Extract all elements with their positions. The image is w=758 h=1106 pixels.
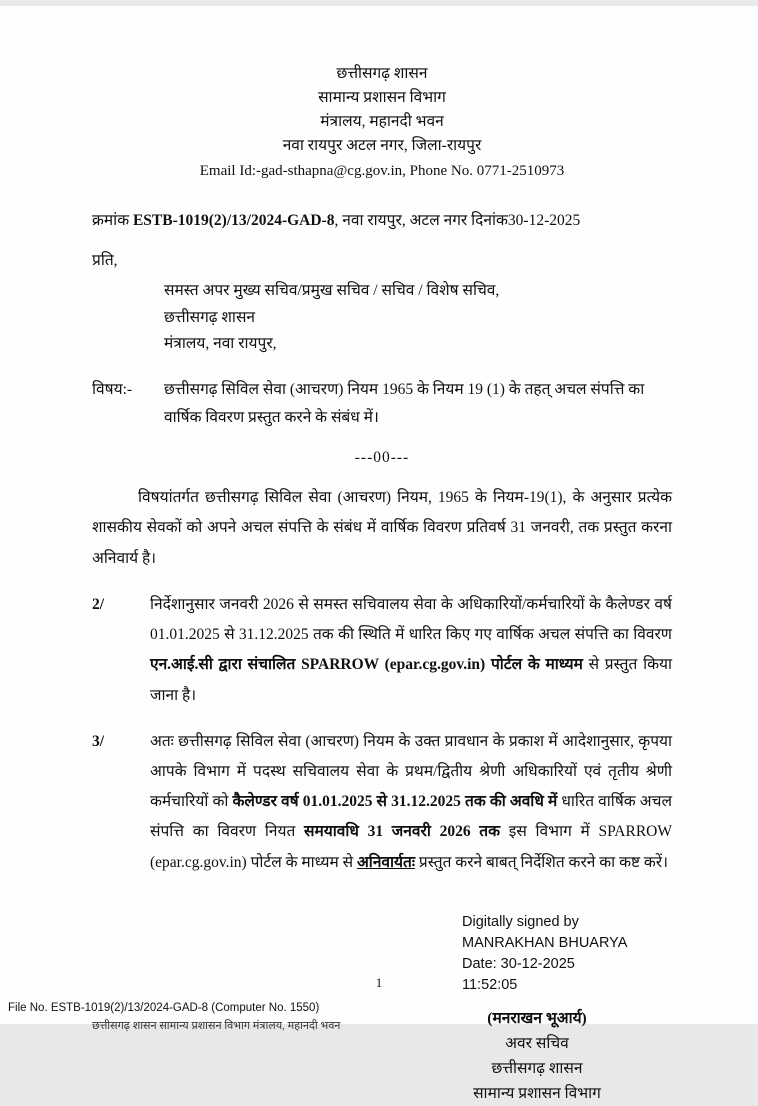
section-separator: ---00--- — [354, 449, 410, 467]
paragraph-3-text-e: इस विभाग में SPARROW (epar.cg.gov.in) पोर्टल के माध्यम से — [150, 823, 673, 871]
paragraph-3-text-c: धारित वार्षिक अचल संपत्ति का विवरण नियत — [150, 793, 672, 841]
subject-label: विषय:- — [92, 381, 133, 399]
next-page-preview: छत्तीसगढ़ शासन सामान्य प्रशासन विभाग मंत्रालय, महानदी भवन — [92, 1020, 341, 1032]
letterhead-contact: Email Id:-gad-sthapna@cg.gov.in, Phone No. 0771-2510973 — [199, 163, 565, 180]
paragraph-2-text-c: से प्रस्तुत किया जाना है। — [150, 656, 672, 704]
paragraph-3-text-a: अतः छत्तीसगढ़ सिविल सेवा (आचरण) नियम के उक्त प्रावधान के प्रकाश में आदेशानुसार, कृपया आपके विभाग में पदस्थ सचिवालय सेवा के प्रथम/द्वितीय श्रेणी अधिकारियों एवं तृतीय श्रेणी कर्मचारियों को — [150, 732, 672, 811]
letterhead — [92, 62, 672, 183]
to-label: प्रति, — [92, 252, 118, 270]
subject-text: छत्तीसगढ़ सिविल सेवा (आचरण) नियम 1965 के नियम 19 (1) के तहत् अचल संपत्ति का वार्षिक विवरण प्रस्तुत करने के संबंध में। — [164, 381, 645, 426]
digital-signature-line-1: Digitally signed by — [462, 913, 579, 930]
letterhead-line-2: सामान्य प्रशासन विभाग — [318, 89, 446, 107]
letterhead-line-1: छत्तीसगढ़ शासन — [336, 65, 428, 82]
signatory-designation-2: छत्तीसगढ़ शासन — [491, 1060, 583, 1078]
signatory-designation-1: अवर सचिव — [505, 1035, 569, 1053]
signatory-name: (मनराखन भूआर्य) — [487, 1009, 587, 1027]
paragraph-2-text-a: निर्देशानुसार जनवरी 2026 से समस्त सचिवालय सेवा के अधिकारियों/कर्मचारियों के कैलेण्डर वर्ष 01.01.2025 से 31.12.2025 तक की स्थिति में धारित किए गए वार्षिक अचल संपत्ति का विवरण — [150, 595, 672, 644]
paragraph-2 — [92, 590, 672, 711]
addressee-line-1: समस्त अपर मुख्य सचिव/प्रमुख सचिव / सचिव / विशेष सचिव, — [164, 282, 500, 300]
addressee-block — [164, 278, 672, 358]
paragraph-3-text-g: प्रस्तुत करने बाबत् निर्देशित करने का कष्ट करें। — [415, 853, 669, 871]
digital-signature-time: 11:52:05 — [462, 976, 518, 993]
letterhead-line-3: मंत्रालय, महानदी भवन — [320, 113, 444, 131]
paragraph-3-number: 3/ — [92, 732, 105, 750]
letterhead-line-4: नवा रायपुर अटल नगर, जिला-रायपुर — [282, 137, 482, 155]
addressee-line-2: छत्तीसगढ़ शासन — [164, 308, 256, 326]
memo-prefix: क्रमांक — [92, 212, 133, 230]
signatory-designation-3: सामान्य प्रशासन विभाग — [473, 1085, 601, 1103]
paragraph-2-bold-b: एन.आई.सी द्वारा संचालित SPARROW (epar.cg.gov.in) पोर्टल के माध्यम — [150, 656, 583, 674]
paragraph-3-body — [150, 727, 672, 878]
paragraph-3-bold-d: समयावधि 31 जनवरी 2026 तक — [303, 823, 501, 841]
memo-number-line — [92, 209, 672, 234]
page-top-edge — [0, 0, 758, 6]
paragraph-2-number: 2/ — [92, 595, 105, 613]
document-content — [92, 62, 672, 1106]
subject-row — [92, 376, 672, 431]
memo-suffix: , नवा रायपुर, अटल नगर दिनांक30-12-2025 — [334, 212, 581, 230]
digital-signature-name: MANRAKHAN BHUARYA — [462, 934, 628, 951]
page-number: 1 — [375, 975, 383, 990]
addressee-line-3: मंत्रालय, नवा रायपुर, — [164, 335, 277, 353]
paragraph-3 — [92, 727, 672, 878]
digital-signature-date: Date: 30-12-2025 — [462, 955, 575, 972]
paragraph-2-body — [150, 590, 672, 711]
file-reference-footer: File No. ESTB-1019(2)/13/2024-GAD-8 (Computer No. 1550) — [8, 1002, 320, 1014]
paragraph-3-underline-f: अनिवार्यतः — [356, 853, 416, 871]
memo-number: ESTB-1019(2)/13/2024-GAD-8 — [132, 212, 335, 230]
paragraph-1: विषयांतर्गत छत्तीसगढ़ सिविल सेवा (आचरण) नियम, 1965 के नियम-19(1), के अनुसार प्रत्येक शासकीय सेवकों को अपने अचल संपत्ति के संबंध में वार्षिक विवरण प्रतिवर्ष 31 जनवरी, तक प्रस्तुत करना अनिवार्य है। — [92, 489, 672, 567]
paragraph-3-bold-b: कैलेण्डर वर्ष 01.01.2025 से 31.12.2025 तक की अवधि में — [232, 793, 558, 811]
